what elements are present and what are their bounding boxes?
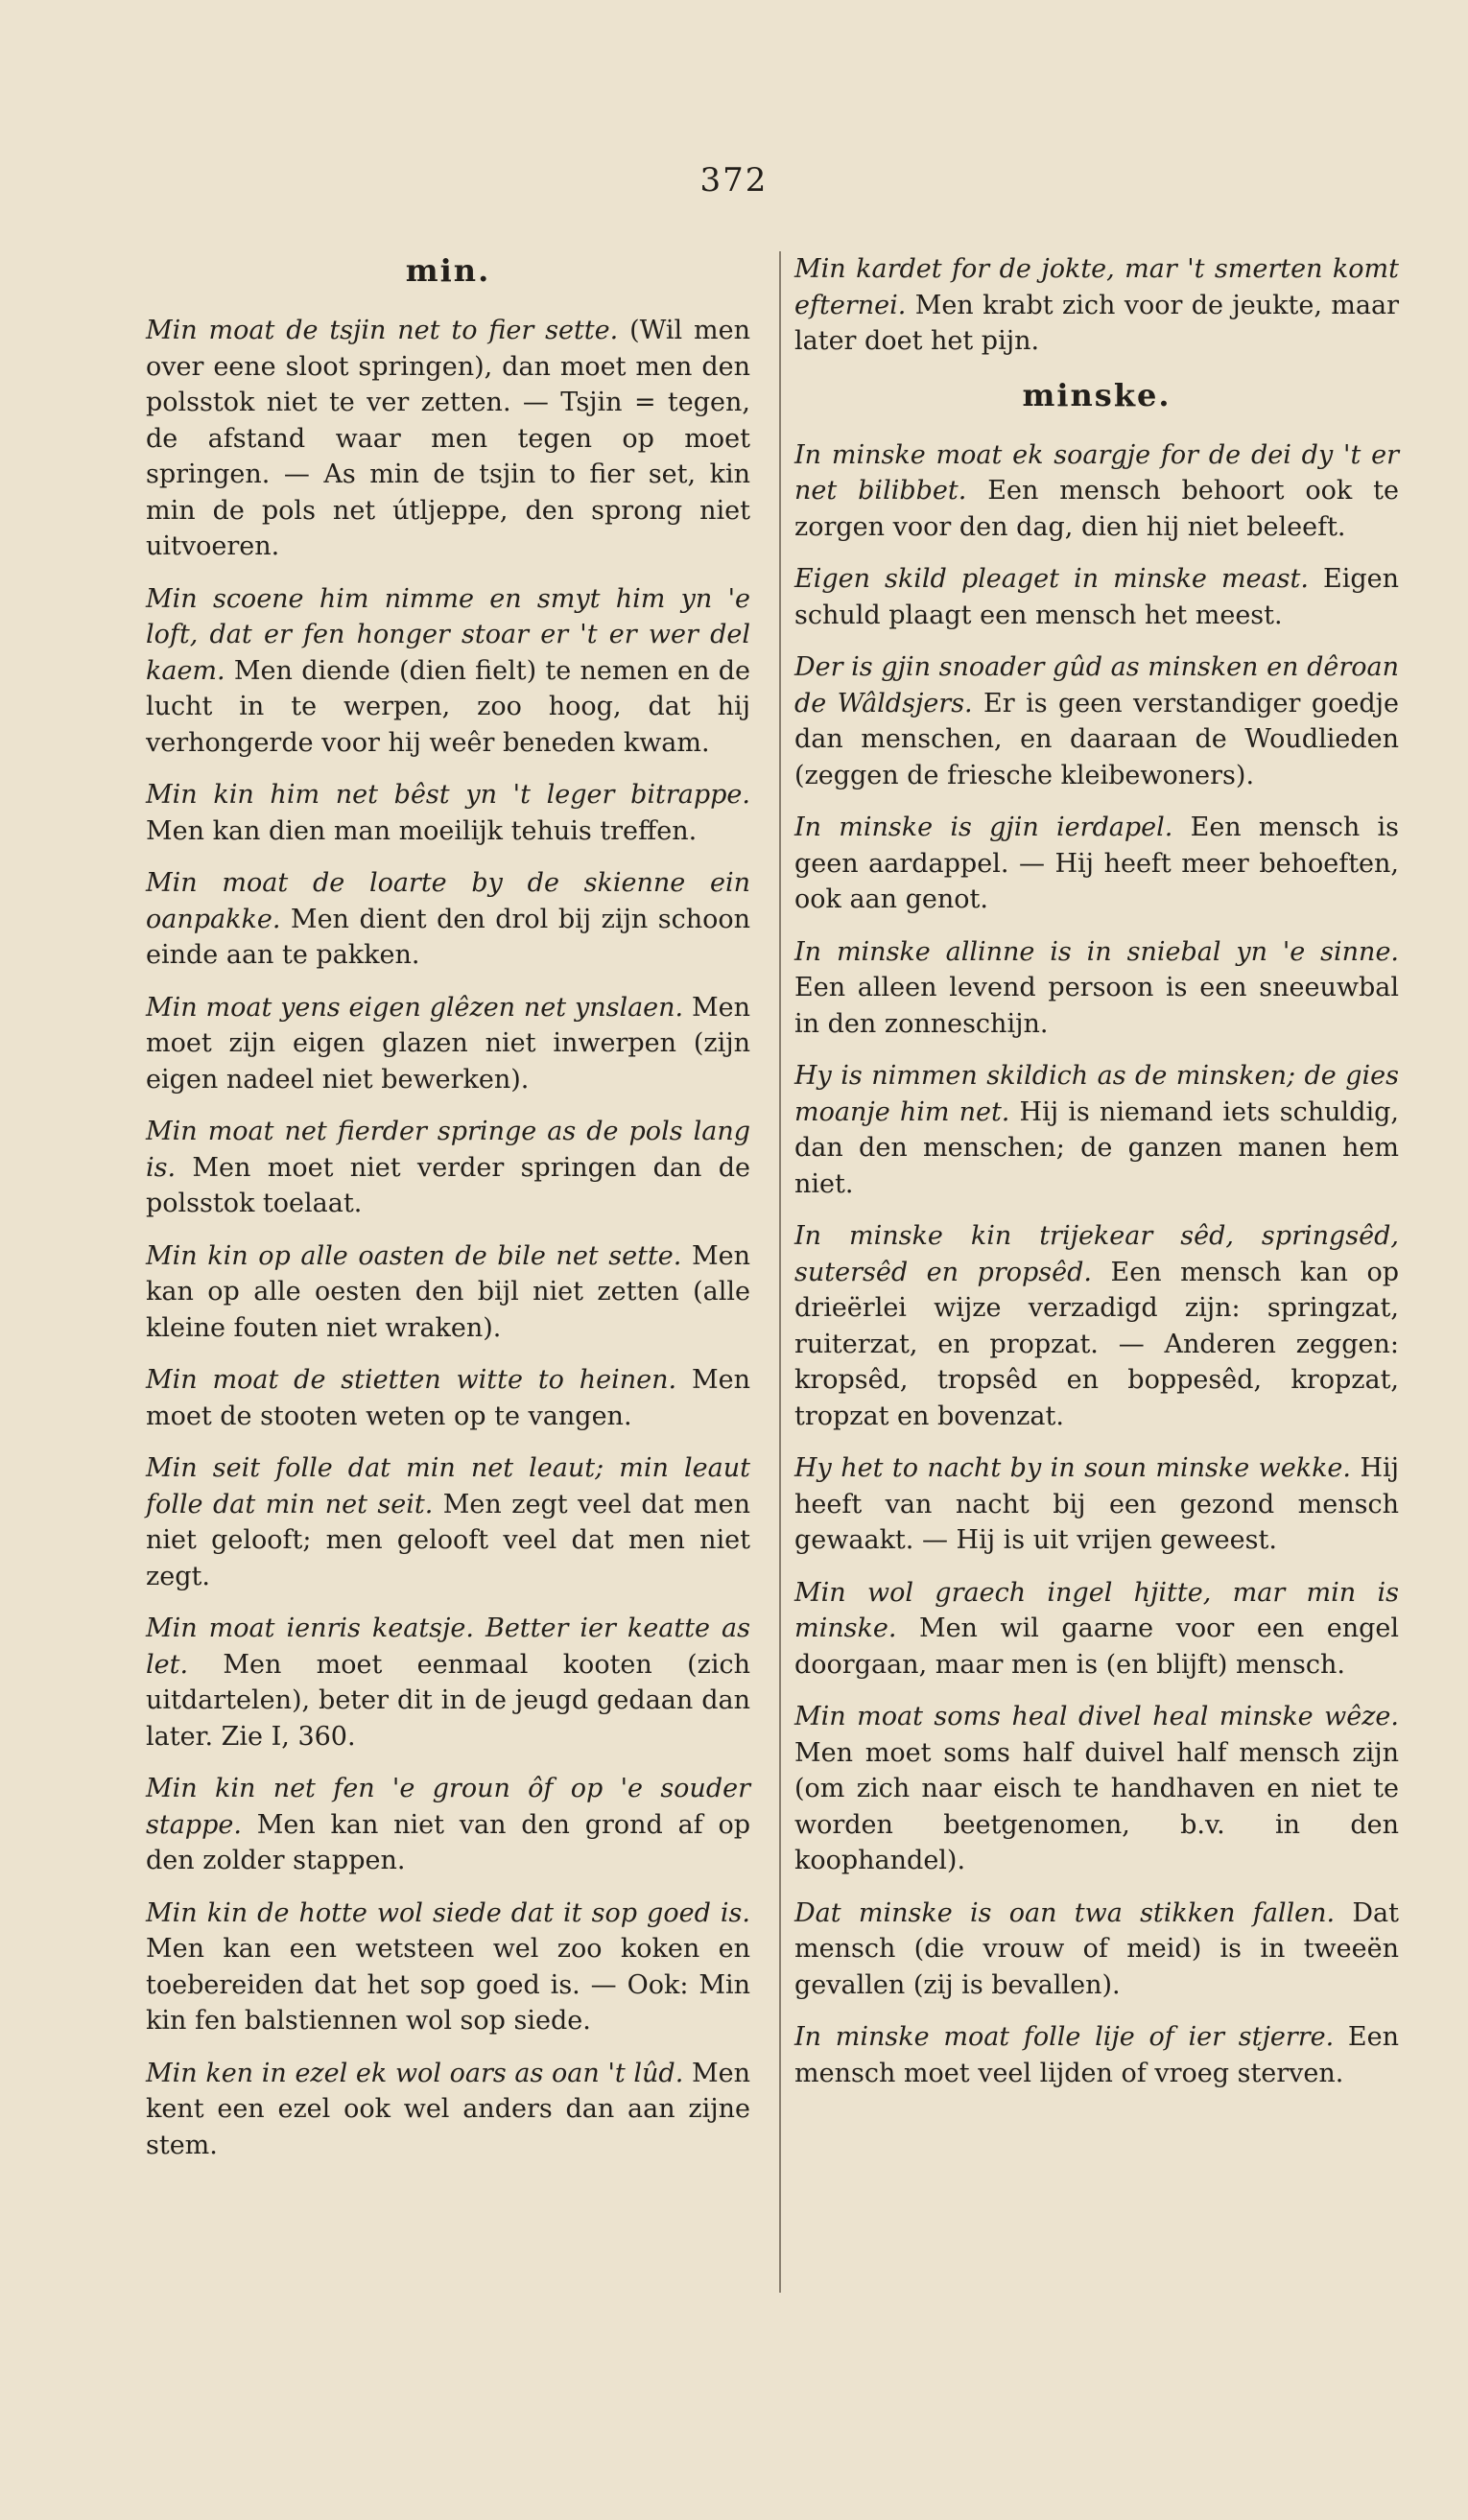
entry-dutch: Men kan op alle oesten den bijl niet zetten (alle kleine fouten niet wraken). — [146, 1240, 750, 1343]
section-heading-min: min. — [405, 252, 491, 289]
entry-frisian: Min kin him net bêst yn 't leger bitrappe. — [146, 780, 750, 810]
entry-continued — [794, 251, 1399, 360]
dictionary-entry — [146, 990, 750, 1098]
entry-frisian: Min moat ienris keatsje. Better ier keatte as let. — [146, 1613, 750, 1680]
dictionary-entry — [794, 561, 1399, 633]
entry-dutch: Men krabt zich voor de jeukte, maar later doet het pijn. — [794, 290, 1399, 356]
dictionary-entry — [794, 649, 1399, 793]
dictionary-entry — [794, 2019, 1399, 2091]
entry-frisian: Min kardet for de jokte, mar 't smerten komt efternei. — [794, 254, 1399, 320]
entry-frisian: Min kin net fen 'e groun ôf op 'e souder stappe. — [146, 1774, 750, 1840]
entry-frisian: In minske moat ek soargje for de dei dy 't er net bilibbet. — [794, 439, 1399, 506]
entry-dutch: Men moet zijn eigen glazen niet inwerpen (zijn eigen nadeel niet bewerken). — [146, 992, 750, 1095]
entry-dutch: Een mensch kan op drieërlei wijze verzadigd zijn: springzat, ruiterzat, en propzat. — Anderen zeggen: kropsêd, tropsêd en boppesêd, kropzat, tropzat en bovenzat. — [794, 1257, 1399, 1431]
dictionary-entry — [794, 1896, 1399, 2004]
entry-frisian: Min kin de hotte wol siede dat it sop goed is. — [146, 1897, 750, 1928]
left-entries — [146, 313, 750, 2163]
column-divider — [779, 251, 781, 2293]
entry-frisian: Min moat net fierder springe as de pols lang is. — [146, 1117, 750, 1183]
entry-frisian: In minske is gjin ierdapel. — [794, 813, 1173, 842]
entry-frisian: Min moat de loarte by de skienne ein oanpakke. — [146, 868, 750, 934]
dictionary-entry — [146, 1362, 750, 1434]
dictionary-entry — [146, 581, 750, 762]
dictionary-entry — [794, 1218, 1399, 1434]
entry-dutch: Er is geen verstandiger goedje dan menschen, en daaraan de Woudlieden (zeggen de friesche kleibewoners). — [794, 688, 1399, 790]
entry-frisian: Eigen skild pleaget in minske meast. — [794, 564, 1309, 594]
entry-dutch: Men kan dien man moeilijk tehuis treffen. — [146, 815, 698, 846]
entry-dutch: Men wil gaarne voor een engel doorgaan, maar men is (en blijft) mensch. — [794, 1613, 1399, 1680]
right-entries — [794, 437, 1399, 2092]
entry-frisian: Hy het to nacht by in soun minske wekke. — [794, 1453, 1351, 1483]
entry-frisian: Der is gjin snoader gûd as minsken en dêroan de Wâldsjers. — [794, 652, 1399, 718]
entry-frisian: Min wol graech ingel hjitte, mar min is minske. — [794, 1577, 1399, 1643]
entry-frisian: In minske kin trijekear sêd, springsêd, sutersêd en propsêd. — [794, 1221, 1399, 1287]
dictionary-entry — [146, 2056, 750, 2164]
entry-dutch: Men kan een wetsteen wel zoo koken en toebereiden dat het sop goed is. — Ook: Min kin fen balstiennen wol sop siede. — [146, 1934, 750, 2036]
dictionary-entry — [146, 1611, 750, 1755]
dictionary-entry — [794, 934, 1399, 1043]
dictionary-entry — [146, 1771, 750, 1879]
entry-dutch: Men kent een ezel ook wel anders dan aan zijne stem. — [146, 2058, 750, 2160]
dictionary-entry — [794, 1450, 1399, 1559]
entry-frisian: Min kin op alle oasten de bile net sette. — [146, 1240, 682, 1271]
entry-dutch: Men moet de stooten weten op te vangen. — [146, 1365, 750, 1431]
dictionary-entry — [146, 865, 750, 974]
entry-dutch: Eigen schuld plaagt een mensch het meest. — [794, 564, 1399, 630]
entry-dutch: Men dient den drol bij zijn schoon einde aan te pakken. — [146, 904, 750, 970]
entry-frisian: Min moat de stietten witte to heinen. — [146, 1365, 677, 1395]
entry-frisian: Min moat de tsjin net to fier sette. — [146, 316, 619, 345]
entry-dutch: Dat mensch (die vrouw of meid) is in tweeën gevallen (zij is bevallen). — [794, 1897, 1399, 2000]
entry-frisian: Min moat yens eigen glêzen net ynslaen. — [146, 992, 684, 1023]
dictionary-entry — [146, 1896, 750, 2039]
entry-dutch: Men kan niet van den grond af op den zolder stappen. — [146, 1809, 750, 1875]
dictionary-entry — [146, 1450, 750, 1594]
entry-dutch: Een alleen levend persoon is een sneeuwbal in den zonneschijn. — [794, 973, 1399, 1039]
entry-dutch: Hij is niemand iets schuldig, dan den menschen; de ganzen manen hem niet. — [794, 1096, 1399, 1199]
right-column — [794, 251, 1399, 2108]
entry-dutch: Een mensch moet veel lijden of vroeg sterven. — [794, 2022, 1399, 2088]
entry-frisian: Min scoene him nimme en smyt him yn 'e loft, dat er fen honger stoar er 't er wer del kaem. — [146, 583, 750, 686]
entry-dutch: Men moet soms half duivel half mensch zijn (om zich naar eisch te handhaven en niet te worden beetgenomen, b.v. in den koophandel). — [794, 1737, 1399, 1875]
entry-dutch: Een mensch is geen aardappel. — Hij heeft meer behoeften, ook aan genot. — [794, 813, 1399, 914]
entry-frisian: Min seit folle dat min net leaut; min leaut folle dat min net seit. — [146, 1453, 750, 1519]
dictionary-entry — [146, 777, 750, 849]
entry-frisian: Min ken in ezel ek wol oars as oan 't lûd. — [146, 2058, 684, 2088]
entry-frisian: Hy is nimmen skildich as de minsken; de gies moanje him net. — [794, 1061, 1399, 1127]
entry-dutch: Men zegt veel dat men niet gelooft; men gelooft veel dat men niet zegt. — [146, 1489, 751, 1591]
entry-dutch: Een mensch behoort ook te zorgen voor den dag, dien hij niet beleeft. — [794, 476, 1399, 542]
dictionary-entry — [794, 1699, 1399, 1879]
dictionary-entry — [794, 437, 1399, 546]
page-number: 372 — [699, 161, 769, 200]
entry-frisian: In minske moat folle lije of ier stjerre. — [794, 2022, 1335, 2052]
dictionary-entry — [794, 810, 1399, 918]
section-heading-minske: minske. — [1022, 376, 1172, 413]
entry-frisian: Min moat soms heal divel heal minske wêze. — [794, 1702, 1399, 1731]
dictionary-entry — [146, 1114, 750, 1222]
entry-dutch: Men moet niet verder springen dan de polsstok toelaat. — [146, 1152, 750, 1218]
dictionary-entry — [146, 1238, 750, 1347]
left-column — [146, 251, 750, 2179]
entry-dutch: Men diende (dien fielt) te nemen en de lucht in te werpen, zoo hoog, dat hij verhongerde voor hij weêr beneden kwam. — [146, 655, 750, 758]
entry-dutch: (Wil men over eene sloot springen), dan moet men den polsstok niet te ver zetten. — Tsjin = tegen, de afstand waar men tegen op moet springen. — As min de tsjin to fier set, kin min de pols net útljeppe, den sprong niet uitvoeren. — [146, 316, 750, 561]
dictionary-entry — [794, 1575, 1399, 1684]
entry-frisian: Dat minske is oan twa stikken fallen. — [794, 1897, 1336, 1928]
entry-dutch: Hij heeft van nacht bij een gezond mensch gewaakt. — Hij is uit vrijen geweest. — [794, 1453, 1399, 1555]
dictionary-entry — [794, 1058, 1399, 1202]
entry-frisian: In minske allinne is in sniebal yn 'e sinne. — [794, 936, 1399, 967]
entry-dutch: Men moet eenmaal kooten (zich uitdartelen), beter dit in de jeugd gedaan dan later. Zie I, 360. — [146, 1649, 750, 1752]
dictionary-entry — [146, 313, 750, 565]
